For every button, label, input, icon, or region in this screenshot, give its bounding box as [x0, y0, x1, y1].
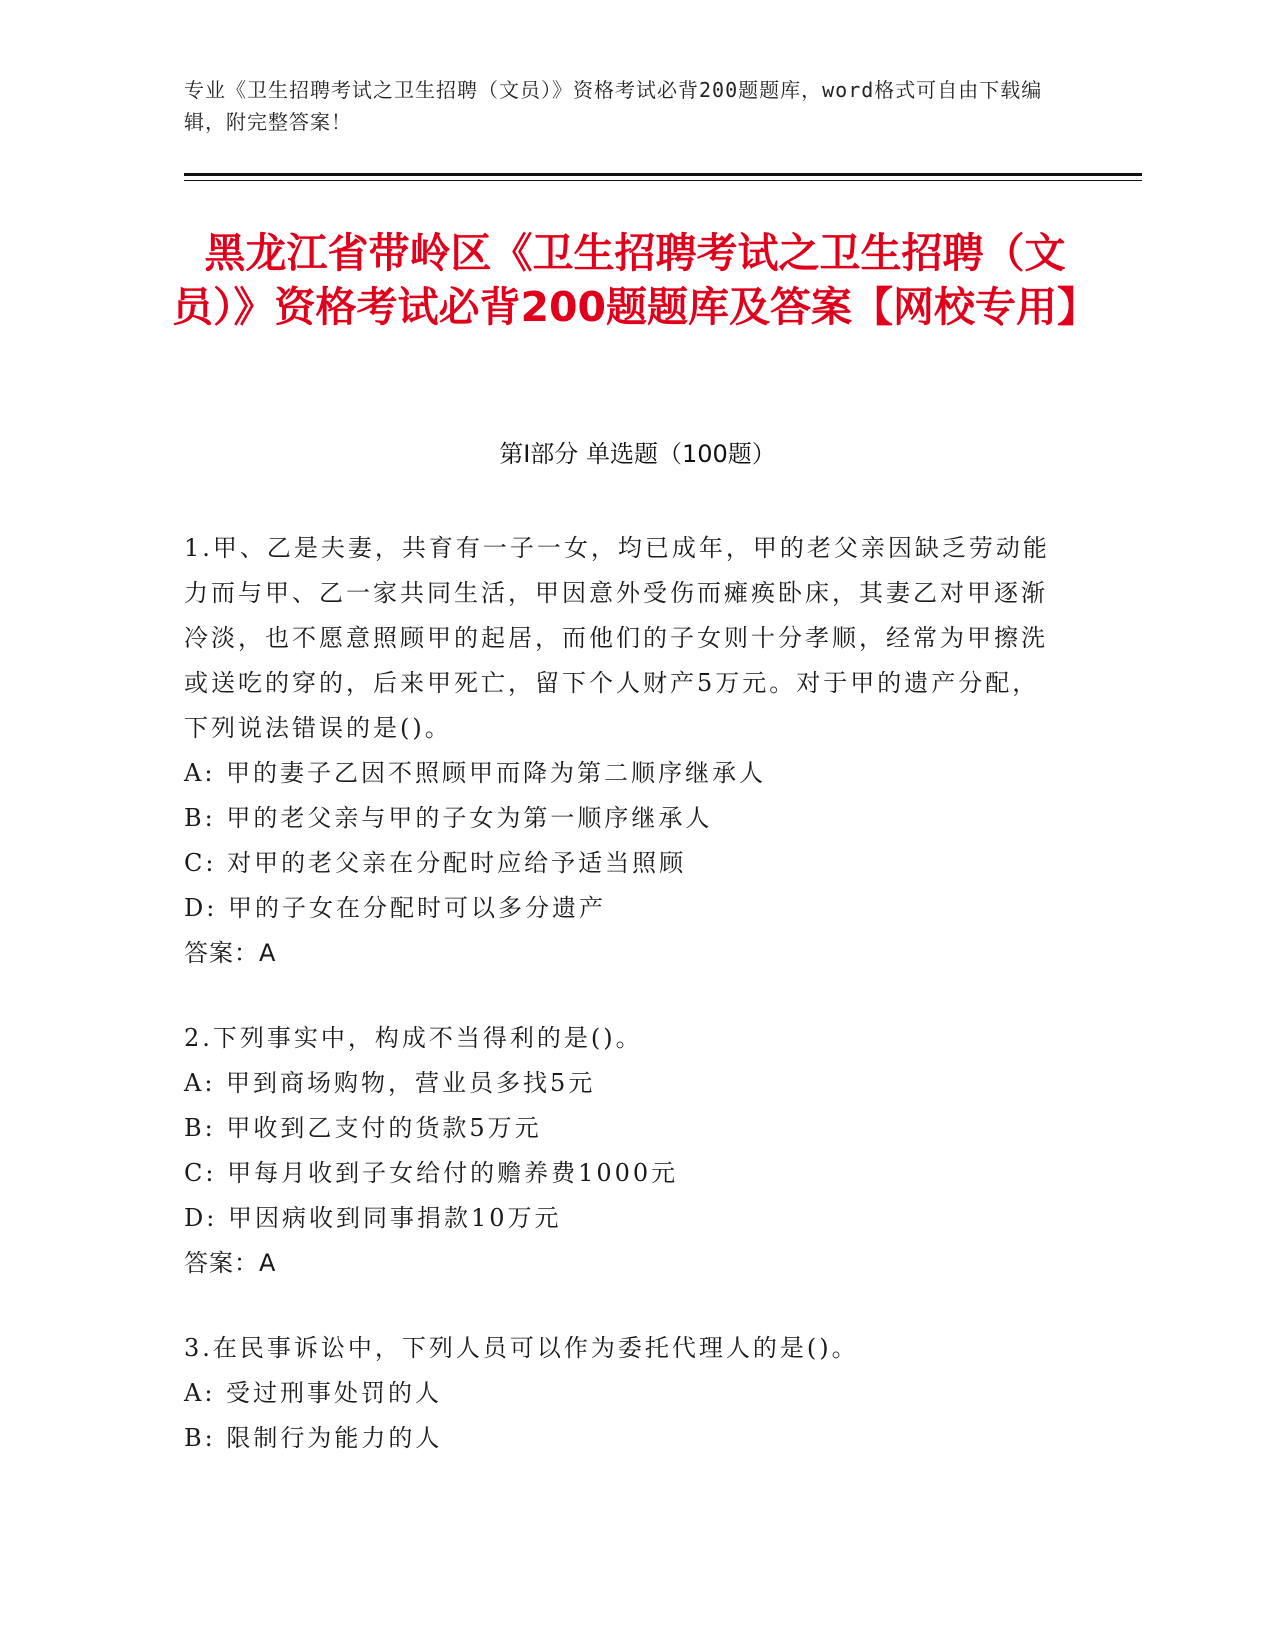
- question-2: [184, 1016, 1064, 1286]
- question-stem: 2.下列事实中，构成不当得利的是()。: [184, 1024, 643, 1052]
- answer-line: 答案：A: [184, 939, 277, 967]
- answer-line: 答案：A: [184, 1249, 277, 1277]
- option-b: B: 甲的老父亲与甲的子女为第一顺序继承人: [184, 804, 713, 832]
- section-title: 第Ⅰ部分 单选题（100题）: [499, 440, 776, 468]
- question-3: [184, 1326, 1064, 1461]
- option-c: C: 对甲的老父亲在分配时应给予适当照顾: [184, 849, 687, 877]
- option-d: D: 甲的子女在分配时可以多分遗产: [184, 894, 606, 922]
- option-b: B: 限制行为能力的人: [184, 1424, 443, 1452]
- option-a: A: 受过刑事处罚的人: [184, 1379, 443, 1407]
- question-list: [184, 526, 1064, 1501]
- header-note: 专业《卫生招聘考试之卫生招聘（文员）》资格考试必背200题题库，word格式可自由下载编辑，附完整答案！: [184, 78, 1043, 134]
- question-1: [184, 526, 1064, 976]
- document-title: 黑龙江省带岭区《卫生招聘考试之卫生招聘（文员）》资格考试必背200题题库及答案【网校专用】: [171, 229, 1099, 331]
- question-stem: 3.在民事诉讼中，下列人员可以作为委托代理人的是()。: [184, 1334, 859, 1362]
- header-divider-thick: [184, 173, 1142, 176]
- option-c: C: 甲每月收到子女给付的赡养费1000元: [184, 1159, 679, 1187]
- header-divider-thin: [184, 180, 1142, 181]
- option-a: A: 甲的妻子乙因不照顾甲而降为第二顺序继承人: [184, 759, 767, 787]
- option-b: B: 甲收到乙支付的货款5万元: [184, 1114, 542, 1142]
- question-stem: 1.甲、乙是夫妻，共育有一子一女，均已成年，甲的老父亲因缺乏劳动能力而与甲、乙一家共同生活，甲因意外受伤而瘫痪卧床，其妻乙对甲逐渐冷淡，也不愿意照顾甲的起居，而他们的子女则十分孝顺，经常为甲擦洗或送吃的穿的，后来甲死亡，留下个人财产5万元。对于甲的遗产分配，下列说法错误的是()。: [184, 534, 1050, 742]
- option-a: A: 甲到商场购物，营业员多找5元: [184, 1069, 596, 1097]
- option-d: D: 甲因病收到同事捐款10万元: [184, 1204, 562, 1232]
